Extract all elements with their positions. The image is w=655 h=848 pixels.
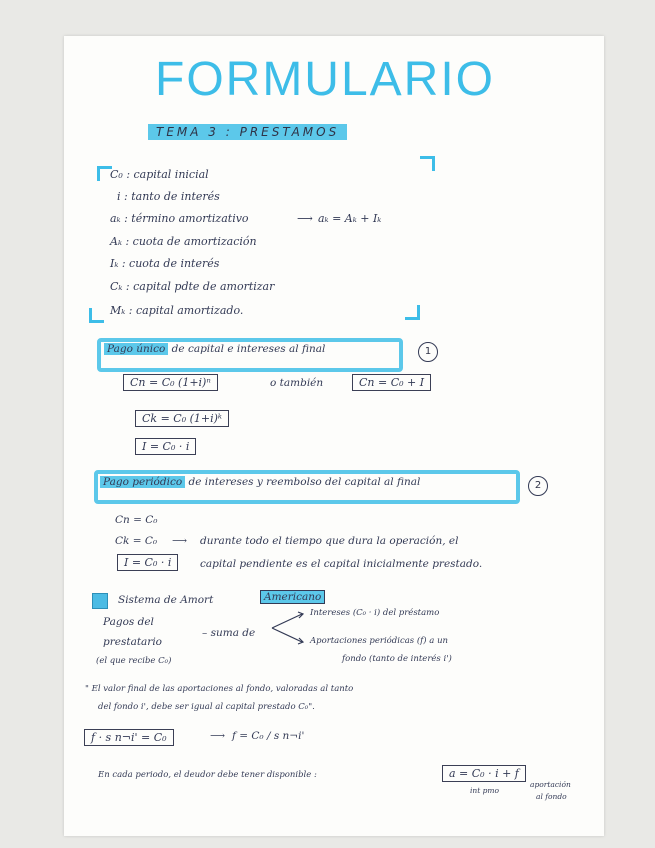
- variable-Ck: Cₖ : capital pdte de amortizar: [110, 280, 275, 293]
- branch-aportaciones: Aportaciones periódicas (f) a un: [310, 636, 449, 646]
- arrow-icon: ⟶: [172, 535, 188, 547]
- variable-Mk: Mₖ : capital amortizado.: [110, 304, 244, 317]
- variable-ak: aₖ : término amortizativo: [110, 212, 249, 225]
- section2-capital-line: capital pendiente es el capital inicialmente prestado.: [200, 558, 483, 570]
- ak-formula: aₖ = Aₖ + Iₖ: [318, 212, 382, 225]
- notebook-page: [64, 36, 604, 836]
- american-label: Sistema de Amort: [118, 594, 214, 606]
- checkbox-square-icon: [92, 593, 108, 609]
- suma-label: – suma de: [202, 627, 256, 639]
- label-al-fondo: al fondo: [536, 792, 567, 801]
- section1-heading: [104, 343, 325, 355]
- page-subtitle: TEMA 3 : PRESTAMOS: [148, 124, 347, 140]
- arrow-icon: ⟶: [210, 730, 226, 742]
- quote-line2: del fondo i', debe ser igual al capital prestado C₀".: [98, 702, 315, 712]
- variable-Ak: Aₖ : cuota de amortización: [110, 235, 257, 248]
- branch-fondo: fondo (tanto de interés i'): [342, 654, 452, 664]
- american-marked: Americano: [260, 590, 325, 604]
- pagos-line2: prestatario: [103, 636, 163, 648]
- formula-f: f · s n¬i' = C₀: [84, 729, 174, 746]
- page-title: FORMULARIO: [155, 53, 496, 106]
- section2-ck: Ck = C₀: [115, 535, 158, 547]
- section2-heading-rest: de intereses y reembolso del capital al final: [188, 476, 421, 488]
- formula-ck: Ck = C₀ (1+i)ᵏ: [135, 410, 229, 427]
- bracket-top-right: [420, 156, 435, 171]
- section2-formula-i: I = C₀ · i: [117, 554, 178, 571]
- formula-cn2: Cn = C₀ + I: [352, 374, 431, 391]
- variable-Ik: Iₖ : cuota de interés: [110, 257, 220, 270]
- label-int-pmo: int pmo: [470, 786, 500, 795]
- section1-heading-rest: de capital e intereses al final: [171, 343, 326, 355]
- label-aportacion: aportación: [530, 780, 571, 789]
- formula-a: a = C₀ · i + f: [442, 765, 526, 782]
- variable-c0: C₀ : capital inicial: [110, 168, 209, 181]
- branch-arrows-icon: [268, 608, 308, 648]
- bracket-bottom-left: [89, 308, 104, 323]
- section2-number: 2: [528, 476, 548, 496]
- bracket-bottom-right: [405, 305, 420, 320]
- tambien-label: o también: [270, 377, 324, 389]
- section2-heading: [100, 476, 420, 488]
- branch-intereses: Intereses (C₀ · i) del préstamo: [310, 608, 440, 618]
- section2-cn: Cn = C₀: [115, 514, 158, 526]
- section2-ck-desc: durante todo el tiempo que dura la operación, el: [200, 535, 459, 547]
- section2-heading-marked: Pago periódico: [100, 476, 185, 488]
- section1-number: 1: [418, 342, 438, 362]
- formula-cn: Cn = C₀ (1+i)ⁿ: [123, 374, 218, 391]
- formula-i: I = C₀ · i: [135, 438, 196, 455]
- arrow-icon: ⟶: [297, 212, 313, 225]
- variable-i: i : tanto de interés: [117, 190, 220, 203]
- section1-heading-marked: Pago único: [104, 343, 168, 355]
- pagos-line1: Pagos del: [103, 616, 154, 628]
- final-text: En cada periodo, el deudor debe tener disponible :: [98, 770, 317, 780]
- pagos-line3: (el que recibe C₀): [96, 656, 172, 666]
- formula-f2: f = C₀ / s n¬i': [232, 730, 305, 742]
- quote-line1: " El valor final de las aportaciones al fondo, valoradas al tanto: [85, 684, 354, 694]
